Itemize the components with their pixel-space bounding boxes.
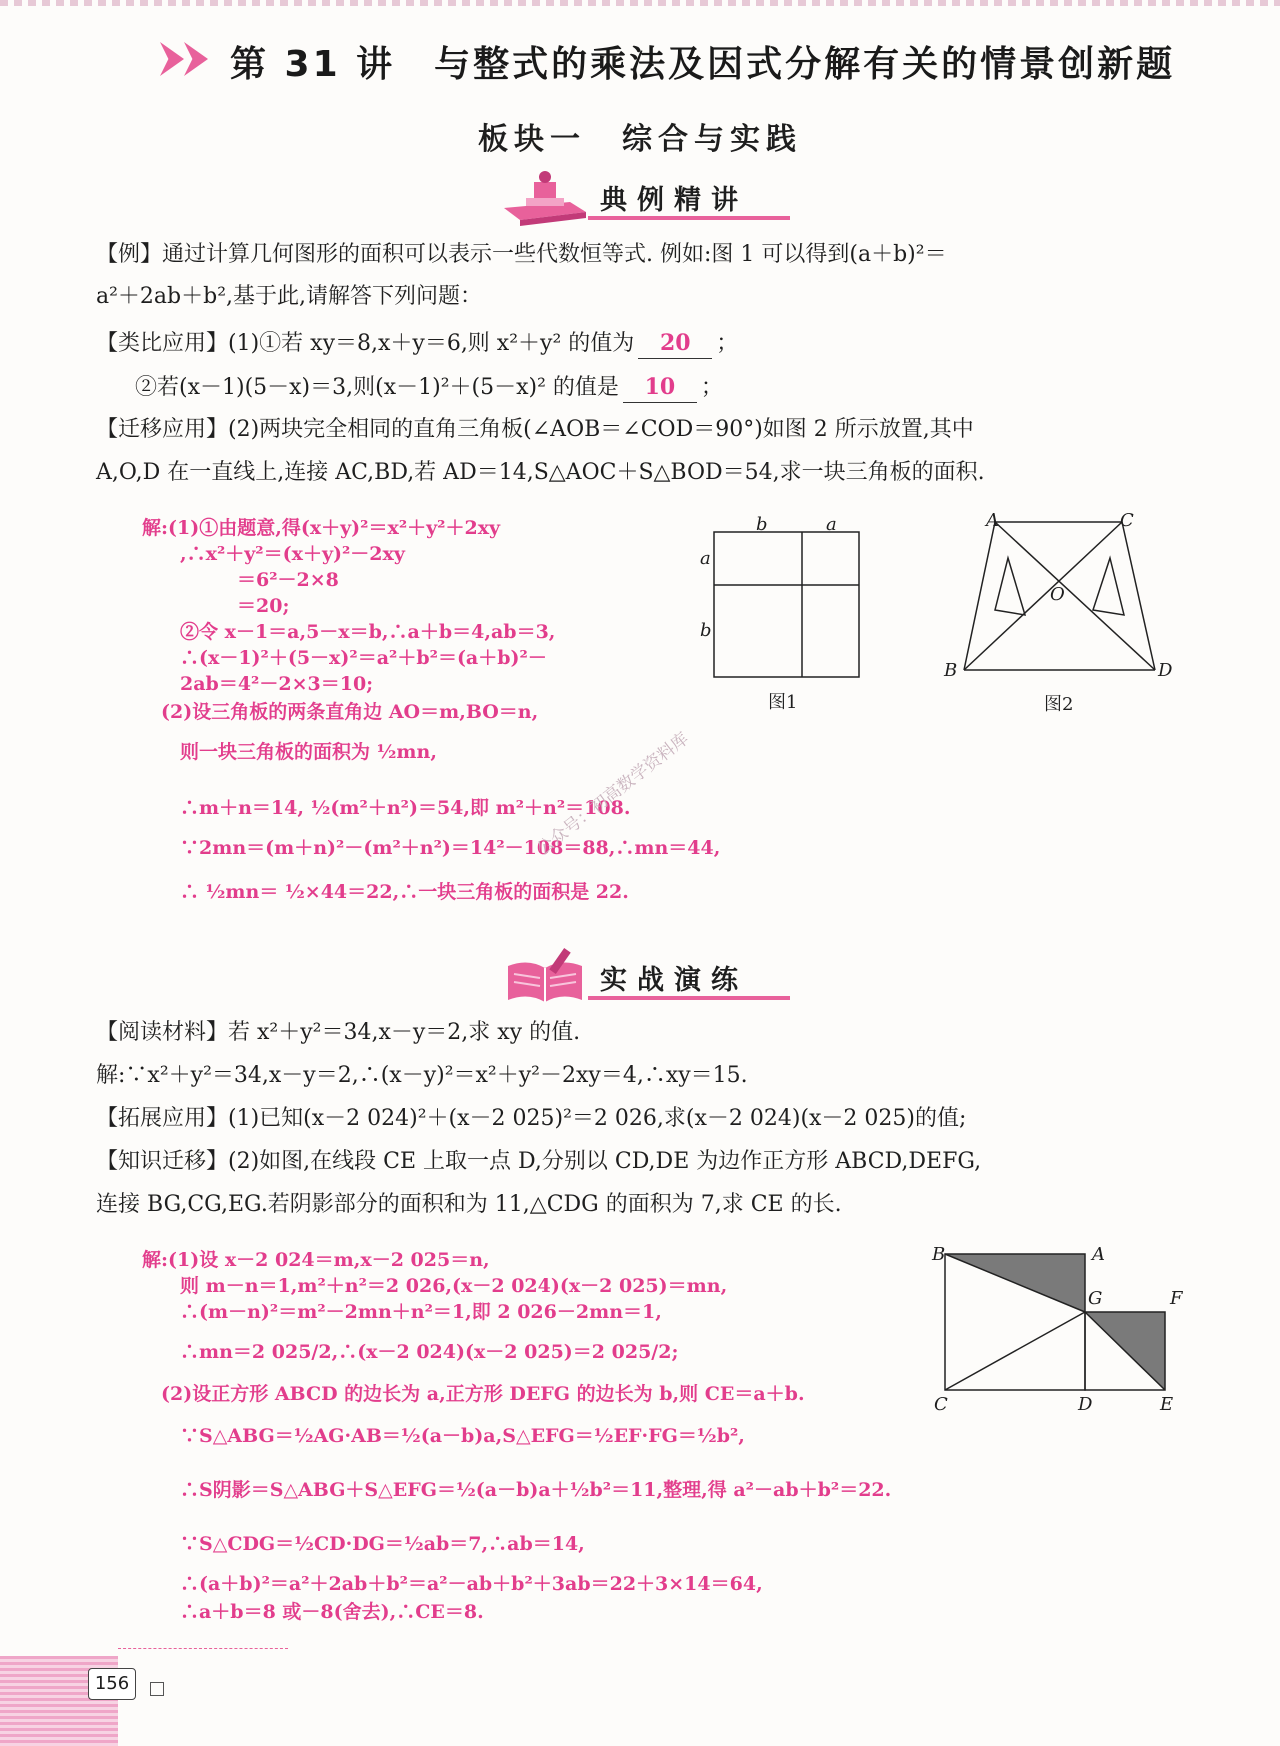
q1a-text: 【类比应用】(1)①若 xy＝8,x＋y＝6,则 x²＋y² 的值为 <box>96 331 635 356</box>
q1a-end: ； <box>716 331 739 356</box>
fig3-label-F: F <box>1170 1288 1183 1309</box>
fig1-label-a: a <box>700 548 711 569</box>
banner-underline <box>588 996 790 1000</box>
solution-line: ＝20; <box>142 595 290 617</box>
q1b-end: ； <box>700 375 723 400</box>
practice-line-3: 【拓展应用】(1)已知(x－2 024)²＋(x－2 025)²＝2 026,求(x－2 024)(x－2 025)的值; <box>96 1106 967 1131</box>
fig2-caption: 图2 <box>1044 694 1074 715</box>
practice-line-2: 解:∵x²＋y²＝34,x－y＝2,∴(x－y)²＝x²＋y²－2xy＝4,∴xy＝15. <box>96 1063 748 1088</box>
practice-line-4: 【知识迁移】(2)如图,在线段 CE 上取一点 D,分别以 CD,DE 为边作正方形 ABCD,DEFG, <box>96 1149 982 1174</box>
solution-line: ∴a＋b＝8 或－8(舍去),∴CE＝8. <box>142 1601 484 1623</box>
fig3-label-C: C <box>934 1394 948 1415</box>
solution-line: ＝6²－2×8 <box>142 569 339 591</box>
banner-underline <box>588 216 790 220</box>
question-1a <box>96 328 738 359</box>
question-2-line-2: A,O,D 在一直线上,连接 AC,BD,若 AD＝14,S△AOC＋S△BOD＝54,求一块三角板的面积. <box>96 460 985 485</box>
solution-line: ∴(m－n)²＝m²－2mn＋n²＝1,即 2 026－2mn＝1, <box>142 1301 662 1323</box>
solution-line: ∵2mn＝(m＋n)²－(m²＋n²)＝14²－108＝88,∴mn＝44, <box>142 837 721 859</box>
arrow-icon <box>184 42 208 76</box>
open-book-pencil-icon <box>500 948 590 1006</box>
footer-rule <box>118 1648 288 1649</box>
banner-examples <box>500 168 790 226</box>
section-heading: 板块一 综合与实践 <box>478 122 802 157</box>
solution-line: (2)设三角板的两条直角边 AO＝m,BO＝n, <box>142 701 539 723</box>
solution-line: ∵S△CDG＝½CD·DG＝½ab＝7,∴ab＝14, <box>142 1533 585 1555</box>
fig2-label-B: B <box>944 660 958 681</box>
solution-line: 则 m－n＝1,m²＋n²＝2 026,(x－2 024)(x－2 025)＝mn, <box>142 1275 728 1297</box>
title-text: 第 31 讲 与整式的乘法及因式分解有关的情景创新题 <box>230 44 1176 85</box>
solution-line: ,∴x²＋y²＝(x＋y)²－2xy <box>142 543 405 565</box>
example-line-2: a²＋2ab＋b²,基于此,请解答下列问题： <box>96 284 483 309</box>
fig3-label-G: G <box>1088 1288 1103 1309</box>
solution-line: ∴(a＋b)²＝a²＋2ab＋b²＝a²－ab＋b²＋3ab＝22＋3×14＝64, <box>142 1573 763 1595</box>
q1b-text: ②若(x－1)(5－x)＝3,则(x－1)²＋(5－x)² 的值是 <box>135 375 619 400</box>
solution-line: 解:(1)①由题意,得(x＋y)²＝x²＋y²＋2xy <box>142 517 501 539</box>
solution-line: ∴m＋n＝14, ½(m²＋n²)＝54,即 m²＋n²＝108. <box>142 797 631 819</box>
solution-line: ∵S△ABG＝½AG·AB＝½(a－b)a,S△EFG＝½EF·FG＝½b², <box>142 1425 745 1447</box>
page-number: 156 <box>88 1668 136 1700</box>
watermark: 公众号：初高数学资料库 <box>533 728 693 860</box>
fig2-label-D: D <box>1158 660 1173 681</box>
square-icon <box>150 1682 164 1696</box>
banner-label: 实战演练 <box>600 965 748 996</box>
lesson-title <box>160 36 1176 86</box>
fig2-label-A: A <box>986 510 999 531</box>
figure-1-squares <box>690 510 870 690</box>
solution-line: (2)设正方形 ABCD 的边长为 a,正方形 DEFG 的边长为 b,则 CE＝a＋b. <box>142 1383 805 1405</box>
solution-line: ②令 x－1＝a,5－x＝b,∴a＋b＝4,ab＝3, <box>142 621 556 643</box>
lecturer-desk-icon <box>500 168 590 226</box>
banner-label: 典例精讲 <box>600 185 748 216</box>
solution-line: 解:(1)设 x－2 024＝m,x－2 025＝n, <box>142 1249 490 1271</box>
banner-practice <box>500 948 790 1006</box>
fig3-label-B: B <box>932 1244 946 1265</box>
fig3-label-E: E <box>1160 1394 1174 1415</box>
solution-line: 则一块三角板的面积为 ½mn, <box>142 741 437 763</box>
example-line-1: 【例】通过计算几何图形的面积可以表示一些代数恒等式. 例如:图 1 可以得到(a＋b)²＝ <box>96 242 947 267</box>
fig1-label-b: b <box>756 514 768 535</box>
practice-line-5: 连接 BG,CG,EG.若阴影部分的面积和为 11,△CDG 的面积为 7,求 CE 的长. <box>96 1192 842 1217</box>
q1a-answer: 20 <box>638 328 712 359</box>
fig2-label-C: C <box>1120 510 1134 531</box>
fig2-label-O: O <box>1050 584 1065 605</box>
arrow-icon <box>160 42 184 76</box>
figure-3-squares <box>935 1246 1175 1406</box>
fig1-caption: 图1 <box>768 692 798 713</box>
practice-line-1: 【阅读材料】若 x²＋y²＝34,x－y＝2,求 xy 的值. <box>96 1020 581 1045</box>
q1b-answer: 10 <box>623 372 697 403</box>
fig1-label-b: b <box>700 620 712 641</box>
top-border <box>0 0 1280 6</box>
solution-line: ∴(x－1)²＋(5－x)²＝a²＋b²＝(a＋b)²－ <box>142 647 547 669</box>
solution-line: ∴ ½mn＝ ½×44＝22,∴一块三角板的面积是 22. <box>142 881 629 903</box>
fig1-label-a: a <box>826 514 837 535</box>
solution-line: ∴mn＝2 025/2,∴(x－2 024)(x－2 025)＝2 025/2; <box>142 1341 679 1363</box>
fig3-label-A: A <box>1092 1244 1105 1265</box>
solution-line: ∴S阴影＝S△ABG＋S△EFG＝½(a－b)a＋½b²＝11,整理,得 a²－ab＋b²＝22. <box>142 1479 892 1501</box>
question-2-line-1: 【迁移应用】(2)两块完全相同的直角三角板(∠AOB＝∠COD＝90°)如图 2 所示放置,其中 <box>96 417 974 442</box>
solution-line: 2ab＝4²－2×3＝10; <box>142 673 374 695</box>
question-1b <box>135 372 723 403</box>
fig3-label-D: D <box>1078 1394 1093 1415</box>
